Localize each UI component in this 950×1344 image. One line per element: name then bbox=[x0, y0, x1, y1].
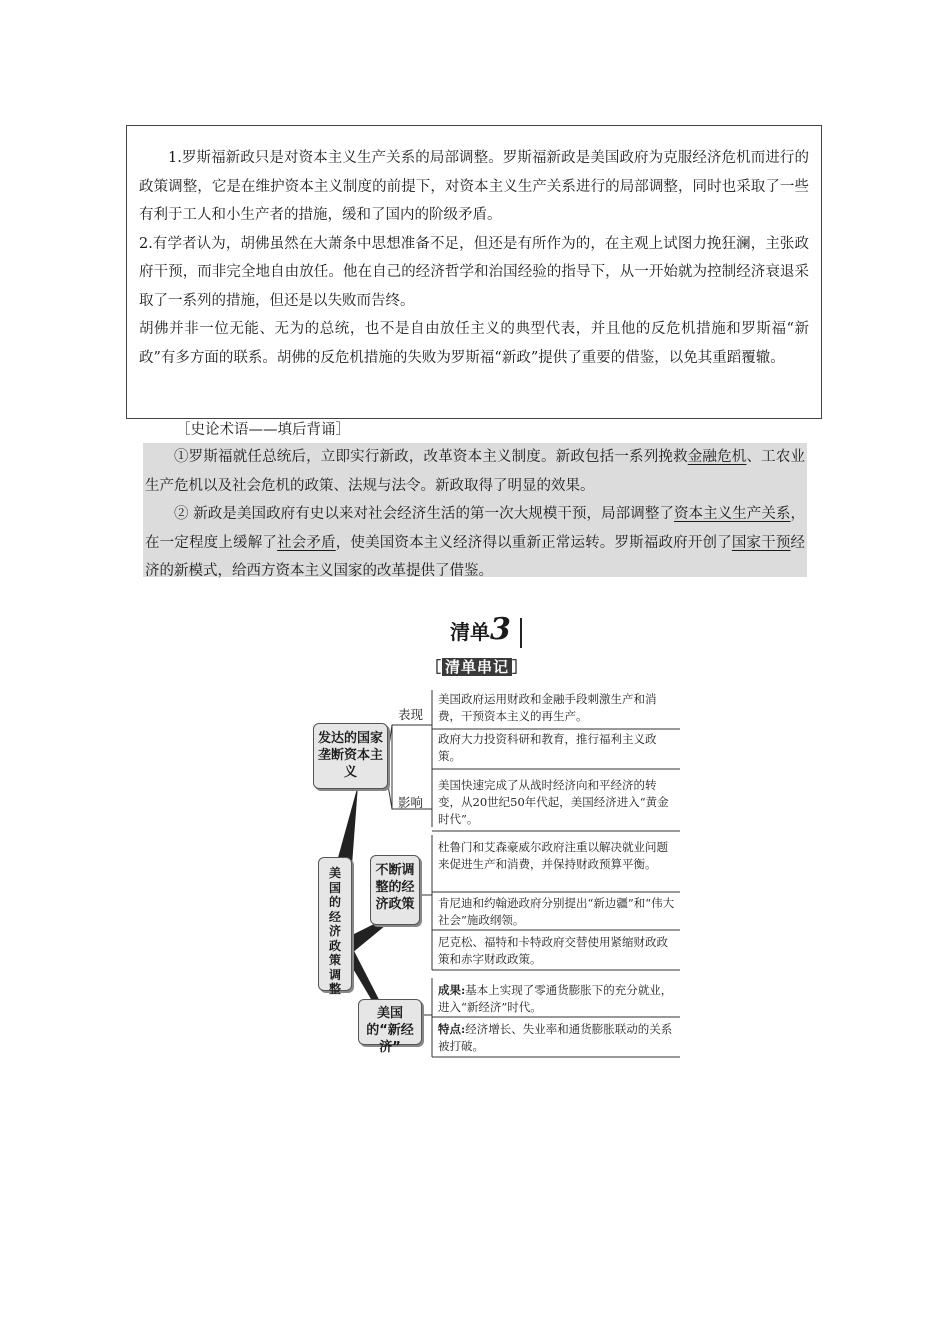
terms-box bbox=[143, 443, 807, 577]
list-title: 清单3 bbox=[450, 612, 511, 647]
list-number: 3 bbox=[490, 612, 511, 647]
term-production-relations: 资本主义生产关系 bbox=[673, 506, 791, 522]
node-new-economy: 美国的“新经济” bbox=[358, 999, 422, 1045]
leaf-nixon-ford-carter: 尼克松、福特和卡特政府交替使用紧缩财政政策和赤字财政政策。 bbox=[438, 935, 668, 966]
connector-wedge-1 bbox=[336, 785, 358, 865]
terms-paragraph-1: ①罗斯福就任总统后，立即实行新政，改革资本主义制度。新政包括一系列挽救金融危机、工农业生产危机以及社会危机的政策、法规与法令。新政取得了明显的效果。 bbox=[145, 449, 806, 494]
leaf-achievement: 成果:基本上实现了零通货膨胀下的充分就业，进入“新经济”时代。 bbox=[438, 983, 673, 1014]
term-financial-crisis: 金融危机 bbox=[687, 449, 747, 465]
leaf-fiscal-financial: 美国政府运用财政和金融手段刺激生产和消费，干预资本主义的再生产。 bbox=[438, 692, 657, 723]
box-paragraph-2: 2.有学者认为，胡佛虽然在大萧条中思想准备不足，但还是有所作为的，在主观上试图力挽狂澜，主张政府干预，而非完全地自由放任。他在自己的经济哲学和治国经验的指导下，从一开始就为控制经济衰退采取了一系列的措施，但还是以失败而告终。 bbox=[139, 235, 809, 309]
box-paragraph-3: 胡佛并非一位无能、无为的总统，也不是自由放任主义的典型代表，并且他的反危机措施和罗斯福“新政”有多方面的联系。胡佛的反危机措施的失败为罗斯福“新政”提供了重要的借鉴，以免其重蹈覆辙。 bbox=[139, 321, 809, 366]
leaf-science-welfare: 政府大力投资科研和教育，推行福利主义政策。 bbox=[438, 732, 657, 763]
leaf-golden-age: 美国快速完成了从战时经济向和平经济的转变，从20世纪50年代起，美国经济进入“黄金时代”。 bbox=[438, 778, 669, 826]
term-state-intervention: 国家干预 bbox=[731, 534, 791, 551]
leaf-kennedy-johnson: 肯尼迪和约翰逊政府分别提出“新边疆”和“伟大社会”施政纲领。 bbox=[438, 896, 675, 927]
list-subtitle: ［ 清单串记 ］ bbox=[426, 658, 529, 676]
node-monopoly-capitalism: 发达的国家垄断资本主义 bbox=[313, 723, 388, 789]
terms-paragraph-2: ② 新政是美国政府有史以来对社会经济生活的第一次大规模干预，局部调整了资本主义生产关系，在一定程度上缓解了社会矛盾，使美国资本主义经济得以重新正常运转。罗斯福政府开创了国家干预经济的新模式，给西方资本主义国家的改革提供了借鉴。 bbox=[145, 506, 806, 579]
reading-box bbox=[126, 125, 822, 419]
leaf-truman-eisenhower: 杜鲁门和艾森豪威尔政府注重以解决就业问题来促进生产和消费，并保持财政预算平衡。 bbox=[438, 840, 668, 871]
node-adjusted-policies: 不断调整的经济政策 bbox=[370, 855, 420, 925]
node-root-policy-adjustment: 美国的经济政策调整 bbox=[318, 857, 352, 991]
leaf-features: 特点:经济增长、失业率和通货膨胀联动的关系被打破。 bbox=[438, 1022, 673, 1053]
term-social-contradictions: 社会矛盾 bbox=[277, 534, 336, 551]
list-title-bar bbox=[520, 618, 522, 648]
label-biaoxian: 表现 bbox=[398, 707, 424, 722]
mind-map bbox=[300, 685, 690, 1065]
terms-heading: ［史论术语——填后背诵］ bbox=[176, 422, 350, 438]
box-paragraph-1: 1.罗斯福新政只是对资本主义生产关系的局部调整。罗斯福新政是美国政府为克服经济危机而进行的政策调整，它是在维护资本主义制度的前提下，对资本主义生产关系进行的局部调整，同时也采取了一些有利于工人和小生产者的措施，缓和了国内的阶级矛盾。 bbox=[139, 150, 809, 223]
label-yingxiang: 影响 bbox=[398, 795, 424, 810]
